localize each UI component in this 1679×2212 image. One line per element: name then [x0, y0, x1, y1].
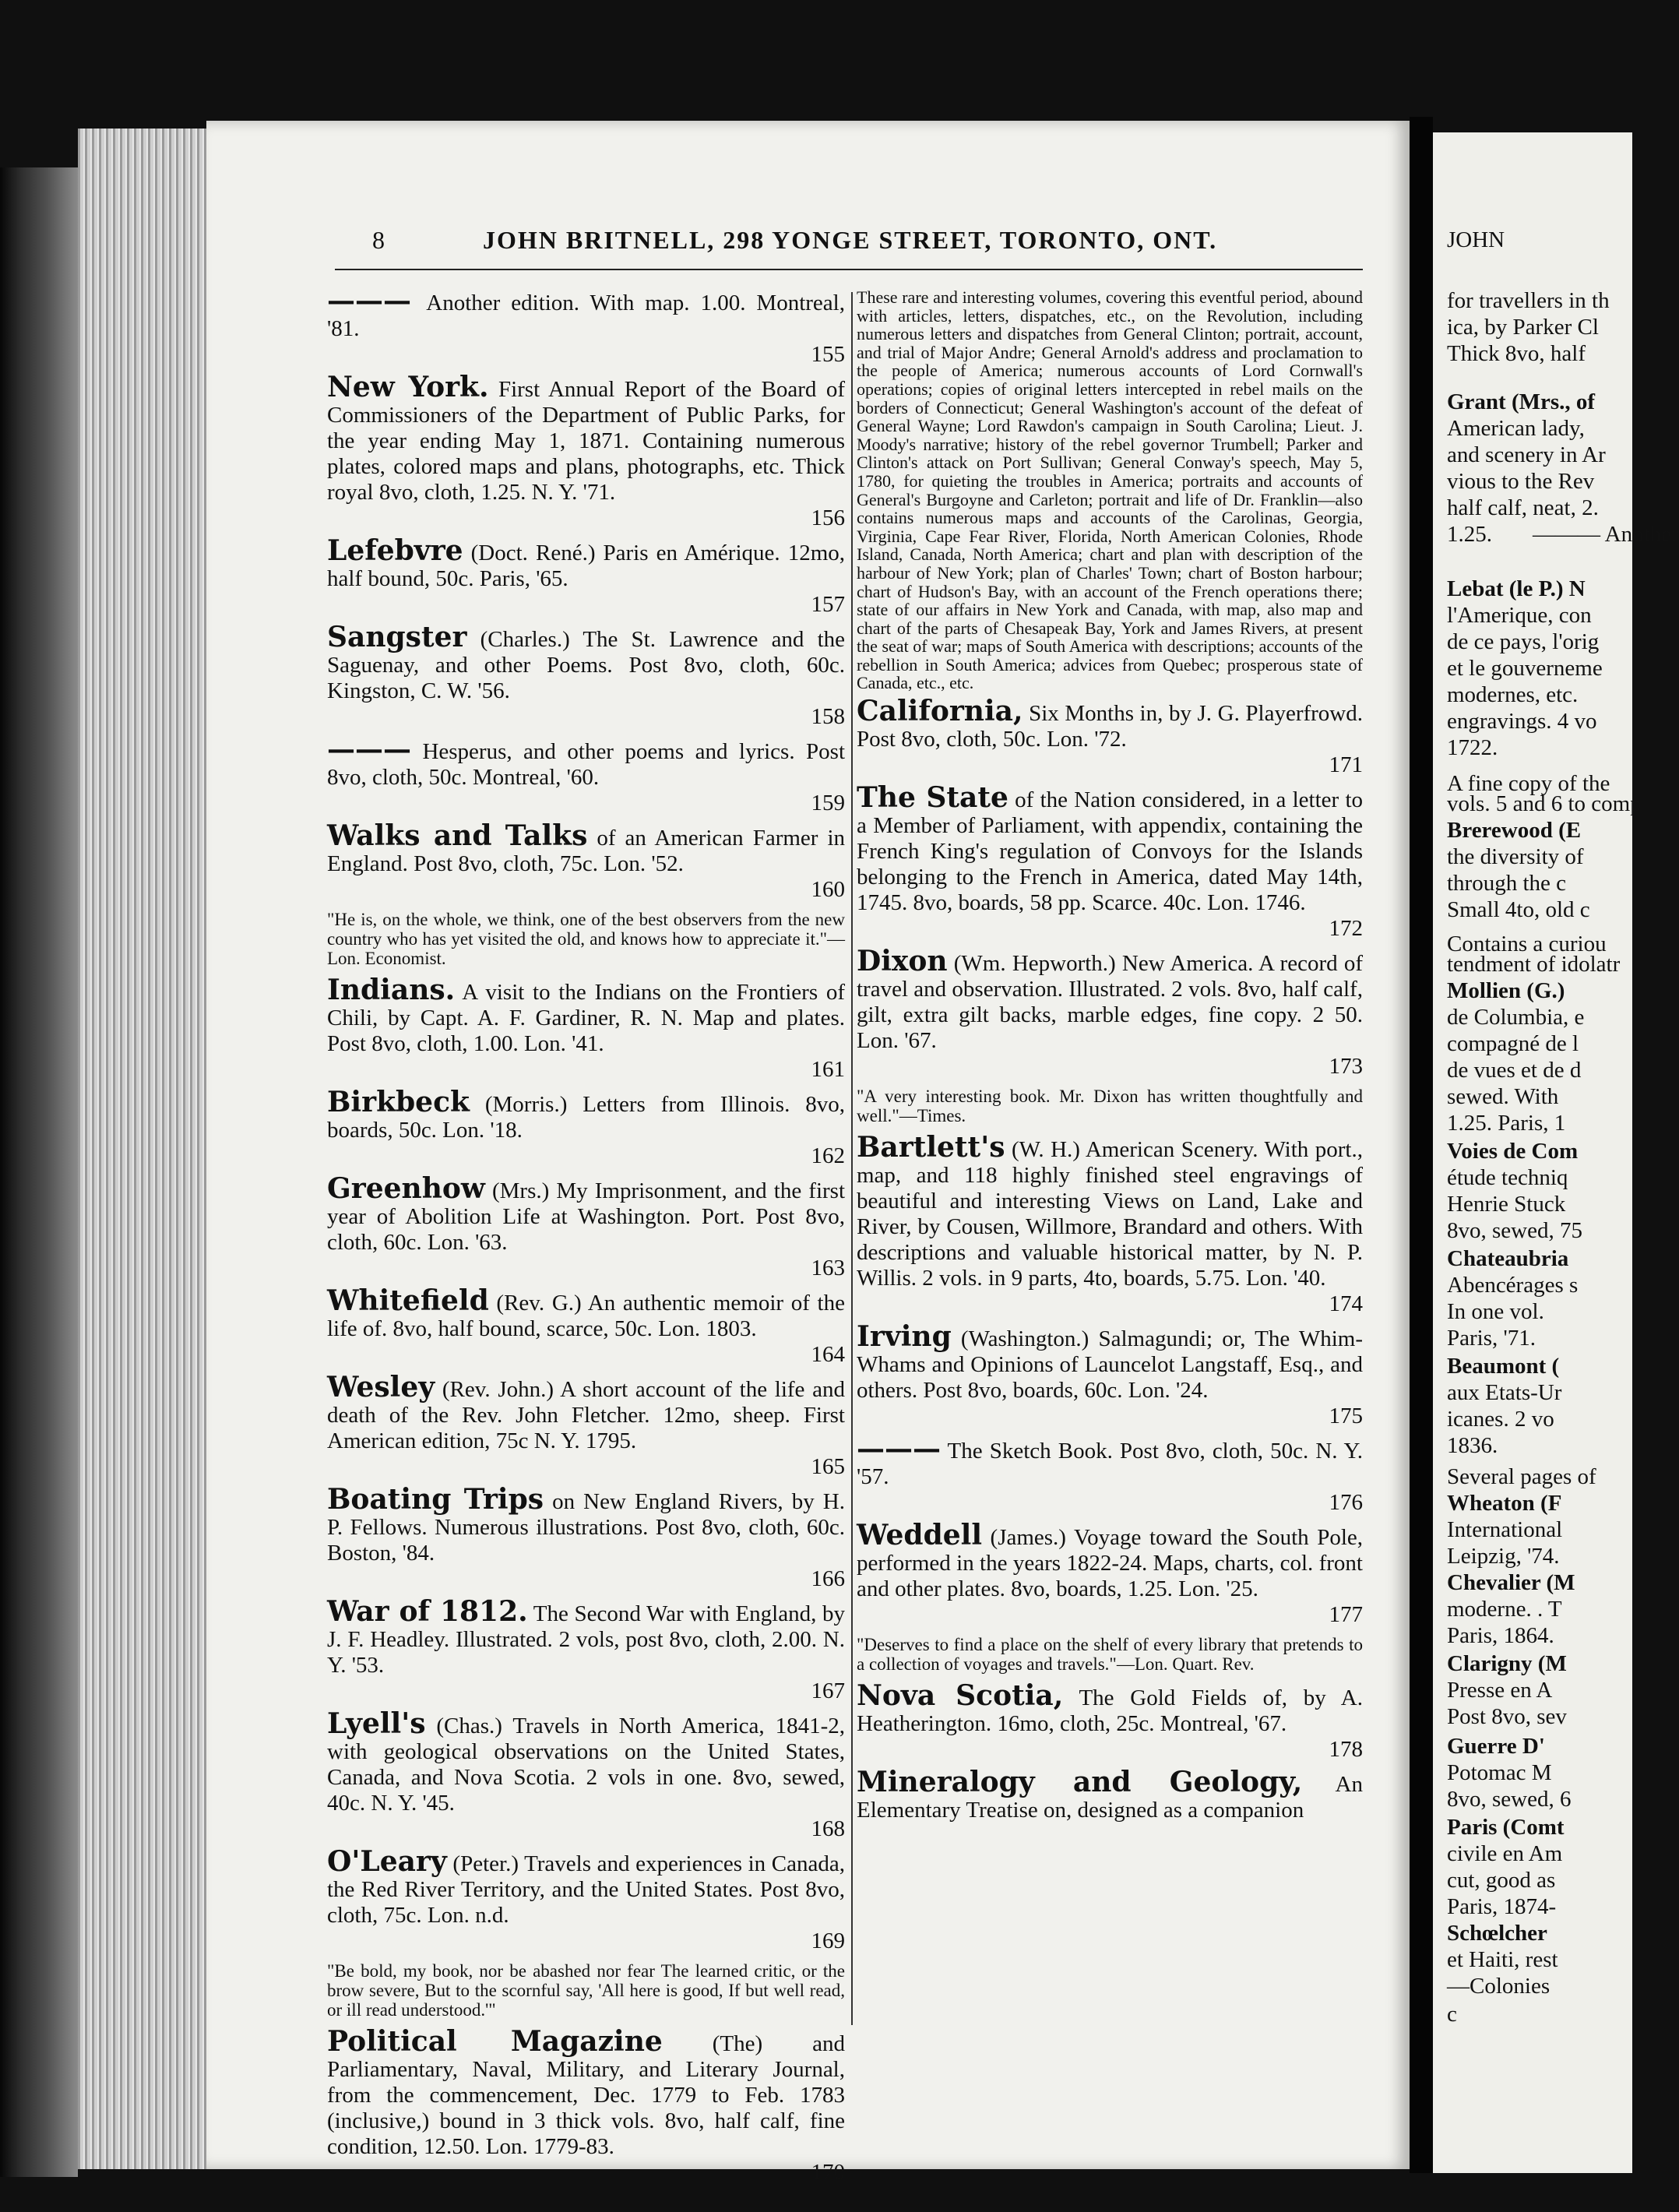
catalog-entry — [327, 974, 845, 1083]
entry-text: Six Months in, by J. G. Playerfrowd. Post 8vo, cloth, 50c. Lon. '72. — [857, 701, 1363, 752]
next-page-line: A fine copy of the — [1447, 771, 1610, 796]
next-page-line: Thick 8vo, half — [1447, 341, 1586, 366]
entry-text: (Doct. René.) Paris en Amérique. 12mo, half bound, 50c. Paris, '65. — [327, 541, 845, 591]
catalog-entry — [857, 1519, 1363, 1628]
next-page-line: de vues et de d — [1447, 1058, 1582, 1083]
next-page-line: American lady, — [1447, 416, 1585, 441]
entry-heading: California, — [857, 695, 1023, 728]
next-page-line: Paris, 1864. — [1447, 1623, 1554, 1648]
next-page-line: 8vo, sewed, 75 — [1447, 1218, 1582, 1243]
entry-text: A visit to the Indians on the Frontiers of Chili, by Capt. A. F. Gardiner, R. N. Map and plates. Post 8vo, cloth, 1.00. Lon. '41. — [327, 980, 845, 1056]
catalog-entry — [857, 781, 1363, 942]
next-page-line: Schœlcher — [1447, 1921, 1547, 1946]
review-quote: "Deserves to find a place on the shelf of every library that pretends to a collection of voyages and travels."—Lon. Quart. Rev. — [857, 1635, 1363, 1675]
catalog-entry — [857, 1679, 1363, 1763]
next-page-line: Henrie Stuck — [1447, 1192, 1566, 1217]
catalog-entry — [327, 1845, 845, 1954]
entry-heading: Irving — [857, 1320, 952, 1354]
entry-heading: The State — [857, 781, 1008, 815]
next-page-line: Chateaubria — [1447, 1246, 1569, 1271]
page-number: 8 — [372, 226, 385, 254]
catalog-entry — [857, 695, 1363, 778]
item-number: 163 — [811, 1256, 845, 1280]
review-quote: "Be bold, my book, nor be abashed nor fear The learned critic, or the brow severe, But to the scornful say, 'All here is good, If but well read, or ill read understood.'" — [327, 1961, 845, 2020]
catalog-entry — [327, 371, 845, 531]
next-page-line: et Haiti, rest — [1447, 1947, 1558, 1972]
next-page-line: 8vo, sewed, 6 — [1447, 1787, 1572, 1812]
entry-heading: New York. — [327, 371, 489, 403]
entry-text: The Gold Fields of, by A. Heatherington. 16mo, cloth, 25c. Montreal, '67. — [857, 1685, 1363, 1737]
next-page-line: Several pages of — [1447, 1464, 1596, 1489]
catalog-entry — [327, 534, 845, 618]
entry-text: (Charles.) The St. Lawrence and the Saguenay, and other Poems. Post 8vo, cloth, 60c. Kingston, C. W. '56. — [327, 627, 845, 703]
next-page-line: moderne. . T — [1447, 1597, 1562, 1622]
item-number: 162 — [811, 1143, 845, 1168]
next-page-line: civile en Am — [1447, 1841, 1563, 1866]
next-page-line: Paris (Comt — [1447, 1815, 1565, 1840]
next-page-line: and scenery in Ar — [1447, 442, 1606, 467]
next-page-line: tendment of idolatr — [1447, 952, 1621, 977]
next-page-line: JOHN — [1447, 227, 1505, 252]
item-number: 155 — [811, 342, 845, 367]
next-page-line: the diversity of — [1447, 844, 1584, 869]
next-page-line: c — [1447, 2002, 1457, 2027]
next-page-line: l'Amerique, con — [1447, 603, 1592, 628]
book-gutter — [1410, 117, 1433, 2173]
entry-note: These rare and interesting volumes, covering this eventful period, abound with articles, letters, dispatches, etc., on the Revolution, including numerous letters and dispatches from General Clinton; portrait, account, and trial of Major Andre; General Arnold's address and proclamation to the people of America; numerous accounts of Lord Cornwall's operations; copies of original letters intercepted in rebel mails on the borders of Connecticut; General Washington's account of the defeat of General Wayne; Lord Rawdon's campaign in South Carolina; Lieut. J. Moody's narrative; history of the rebel governor Trumbell; Parker and Clinton's attack on Port Sullivan; General Conway's speech, May 5, 1780, for quieting the troubles in America; portraits and accounts of General's Burgoyne and Carleton; portrait and life of Dr. Franklin—also contains numerous maps and accounts of the Carolinas, Georgia, Virginia, Cape Fear River, Florida, North American Colonies, Rhode Island, Canada, North America; chart and plan with description of the harbour of New York; plan of Charles' Town; chart of Boston harbour; chart of Hudson's Bay, with an account of the French operations there; state of our affairs in New York and Canada, with map, also map and chart of the parts of Chesapeak Bay, York and James Rivers, at present the seat of war; maps of South America with descriptions; accounts of the rebellion in South America; advices from Quebec; prosperous state of Canada, etc., etc. — [857, 287, 1363, 693]
review-quote: "A very interesting book. Mr. Dixon has written thoughtfully and well."—Times. — [857, 1087, 1363, 1126]
next-page-line: étude techniq — [1447, 1165, 1568, 1190]
item-number: 168 — [811, 1816, 845, 1841]
next-page-line: half calf, neat, 2. — [1447, 495, 1599, 520]
review-quote: "He is, on the whole, we think, one of the best observers from the new country who has yet visited the old, and knows how to appreciate it."—Lon. Economist. — [327, 910, 845, 968]
next-page-line: 1.25. — [1447, 522, 1492, 547]
entry-heading: ——— — [327, 733, 411, 766]
next-page-line: Wheaton (F — [1447, 1491, 1562, 1516]
entry-heading: O'Leary — [327, 1845, 447, 1878]
catalog-entry — [857, 1432, 1363, 1516]
entry-text: The Sketch Book. Post 8vo, cloth, 50c. N. Y. '57. — [857, 1439, 1363, 1490]
column-divider — [851, 292, 853, 2025]
entry-heading: Lyell's — [327, 1707, 426, 1740]
entry-heading: Boating Trips — [327, 1483, 544, 1516]
entry-heading: Lefebvre — [327, 534, 463, 567]
item-number: 175 — [1329, 1404, 1363, 1429]
entry-text: First Annual Report of the Board of Commissioners of the Department of Public Parks, for the year ending May 1, 1871. Containing numerous plates, colored maps and plans, photographs, etc. Thick royal 8vo, cloth, 1.25. N. Y. '71. — [327, 377, 845, 505]
catalog-entry — [327, 1086, 845, 1169]
entry-heading: Greenhow — [327, 1172, 485, 1205]
next-page-line: Grant (Mrs., of — [1447, 389, 1596, 414]
entry-text: (Mrs.) My Imprisonment, and the first year of Abolition Life at Washington. Port. Post 8vo, cloth, 60c. Lon. '63. — [327, 1178, 845, 1255]
catalog-entry — [327, 1172, 845, 1281]
next-page-line: 1722. — [1447, 735, 1498, 760]
next-page-line: compagné de l — [1447, 1031, 1579, 1056]
entry-text: (Washington.) Salmagundi; or, The Whim-Whams and Opinions of Launcelot Langstaff, Esq., and others. Post 8vo, boards, 60c. Lon. '24. — [857, 1326, 1363, 1404]
catalog-entry — [327, 1707, 845, 1842]
entry-text: (Rev. G.) An authentic memoir of the life of. 8vo, half bound, scarce, 50c. Lon. 1803. — [327, 1291, 845, 1341]
next-page-line: ica, by Parker Cl — [1447, 315, 1599, 340]
item-number: 166 — [811, 1566, 845, 1591]
left-column — [327, 284, 846, 2193]
next-page-line: de Columbia, e — [1447, 1005, 1585, 1030]
next-page-line: Potomac M — [1447, 1760, 1552, 1785]
item-number: 178 — [1329, 1737, 1363, 1763]
entry-heading: ——— — [857, 1432, 941, 1466]
entry-heading: Mineralogy and Geology, — [857, 1766, 1303, 1799]
next-page-line: de ce pays, l'orig — [1447, 629, 1600, 654]
catalog-entry — [327, 2025, 845, 2186]
entry-text: Hesperus, and other poems and lyrics. Post 8vo, cloth, 50c. Montreal, '60. — [327, 739, 845, 790]
catalog-entry — [327, 621, 845, 730]
item-number: 167 — [811, 1678, 845, 1703]
catalog-entry — [857, 1766, 1363, 1823]
next-page-line: Contains a curiou — [1447, 932, 1607, 956]
entry-text: (Peter.) Travels and experiences in Canada, the Red River Territory, and the United States. Post 8vo, cloth, 75c. Lon. n.d. — [327, 1851, 845, 1928]
item-number: 170 — [811, 2160, 845, 2185]
entry-text: The Second War with England, by J. F. Headley. Illustrated. 2 vols, post 8vo, cloth, 2.00. N. Y. '53. — [327, 1601, 845, 1678]
next-page-line: for travellers in th — [1447, 288, 1610, 313]
item-number: 169 — [811, 1928, 845, 1953]
item-number: 157 — [811, 592, 845, 617]
page-stack — [78, 129, 206, 2169]
next-page-line: Paris, '71. — [1447, 1326, 1536, 1351]
catalog-entry — [327, 1371, 845, 1480]
catalog-entry — [327, 284, 845, 368]
item-number: 156 — [811, 505, 845, 530]
catalog-entry — [327, 1483, 846, 1592]
next-page-line: —Colonies — [1447, 1974, 1551, 1999]
next-page-line: Mollien (G.) — [1447, 978, 1565, 1003]
next-page-line: Small 4to, old c — [1447, 897, 1590, 922]
next-page-line: In one vol. — [1447, 1299, 1544, 1324]
next-page-line: Clarigny (M — [1447, 1651, 1567, 1676]
item-number: 171 — [1329, 752, 1363, 778]
next-page-line: Paris, 1874- — [1447, 1894, 1557, 1919]
entry-text: (Chas.) Travels in North America, 1841-2, with geological observations on the United States, Canada, and Nova Scotia. 2 vols in one. 8vo, sewed, 40c. N. Y. '45. — [327, 1714, 845, 1816]
next-page-line: vious to the Rev — [1447, 469, 1595, 494]
item-number: 172 — [1329, 916, 1363, 942]
entry-text: (James.) Voyage toward the South Pole, performed in the years 1822-24. Maps, charts, col. front and other plates. 8vo, boards, 1.25. Lon. '25. — [857, 1525, 1363, 1602]
catalog-entry — [327, 1595, 845, 1704]
entry-heading: ——— — [327, 284, 427, 317]
page-header: JOHN BRITNELL, 298 YONGE STREET, TORONTO, ONT. — [483, 226, 1218, 254]
next-page-line: 1836. — [1447, 1433, 1498, 1458]
item-number: 173 — [1329, 1054, 1363, 1080]
next-page-line: ——— Another — [1533, 522, 1679, 547]
item-number: 159 — [811, 791, 845, 815]
item-number: 161 — [811, 1057, 845, 1082]
entry-text: (Wm. Hepworth.) New America. A record of travel and observation. Illustrated. 2 vols. 8vo, half calf, gilt, extra gilt backs, marble edges, fine copy. 2 50. Lon. '67. — [857, 951, 1363, 1054]
next-page-line: Presse en A — [1447, 1678, 1553, 1703]
catalog-entry — [327, 1284, 845, 1368]
next-page-line: cut, good as — [1447, 1868, 1556, 1893]
next-page-line: Guerre D' — [1447, 1734, 1545, 1759]
entry-heading: Nova Scotia, — [857, 1679, 1064, 1713]
next-page-line: Brerewood (E — [1447, 818, 1582, 843]
entry-text: (Rev. John.) A short account of the life and death of the Rev. John Fletcher. 12mo, sheep. First American edition, 75c N. Y. 1795. — [327, 1377, 845, 1453]
entry-heading: Bartlett's — [857, 1131, 1005, 1164]
entry-text: of the Nation considered, in a letter to a Member of Parliament, with appendix, containing the French King's regulation of Convoys for the Islands belonging to the French in America, dated May 14th, 1745. 8vo, boards, 58 pp. Scarce. 40c. Lon. 1746. — [857, 787, 1363, 916]
next-page-line: through the c — [1447, 871, 1567, 896]
entry-text: on New England Rivers, by H. P. Fellows. Numerous illustrations. Post 8vo, cloth, 60c. Boston, '84. — [327, 1489, 846, 1566]
next-page-line: modernes, etc. — [1447, 682, 1579, 707]
next-page-line: 1.25. Paris, 1 — [1447, 1111, 1566, 1136]
next-page-line: aux Etats-Ur — [1447, 1380, 1562, 1405]
next-page-line: International — [1447, 1517, 1563, 1542]
entry-text: (Morris.) Letters from Illinois. 8vo, boards, 50c. Lon. '18. — [327, 1092, 845, 1143]
catalog-entry — [327, 819, 846, 903]
item-number: 164 — [811, 1342, 845, 1367]
entry-heading: Dixon — [857, 945, 948, 978]
next-page-line: Chevalier (M — [1447, 1570, 1575, 1595]
entry-heading: Sangster — [327, 621, 467, 653]
header-rule — [335, 269, 1363, 270]
entry-heading: Weddell — [857, 1519, 982, 1552]
entry-text: (The) and Parliamentary, Naval, Military, and Literary Journal, from the commencement, Dec. 1779 to Feb. 1783 (inclusive,) bound in 3 thick vols. 8vo, half calf, fine condition, 12.50. Lon. 1779-83. — [327, 2031, 845, 2159]
entry-heading: Indians. — [327, 974, 456, 1006]
catalog-entry — [857, 945, 1363, 1080]
entry-heading: Political Magazine — [327, 2025, 663, 2058]
entry-text: Another edition. With map. 1.00. Montreal, '81. — [327, 291, 845, 341]
item-number: 158 — [811, 704, 845, 729]
next-page-line: icanes. 2 vo — [1447, 1407, 1554, 1432]
next-page-line: Abencérages s — [1447, 1273, 1579, 1298]
next-page-line: sewed. With — [1447, 1084, 1559, 1109]
next-page-line: vols. 5 and 6 to comp — [1447, 791, 1642, 816]
catalog-entry — [857, 1320, 1363, 1429]
item-number: 177 — [1329, 1602, 1363, 1628]
next-page-line: engravings. 4 vo — [1447, 709, 1597, 734]
catalog-entry — [327, 733, 845, 816]
right-column — [857, 288, 1363, 1830]
item-number: 160 — [811, 877, 845, 902]
next-page-line: Lebat (le P.) N — [1447, 576, 1586, 601]
item-number: 165 — [811, 1454, 845, 1479]
next-page-line: Voies de Com — [1447, 1139, 1579, 1164]
next-page-line: et le gouverneme — [1447, 656, 1603, 681]
book-spine-edge — [0, 167, 78, 2177]
entry-text: An Elementary Treatise on, designed as a companion — [857, 1772, 1363, 1823]
entry-text: (W. H.) American Scenery. With port., map, and 118 highly finished steel engravings of beautiful and interesting Views on Land, Lake and River, by Cousen, Willmore, Brandard and others. With descriptions and valuable historical matter, by N. P. Willis. 2 vols. in 9 parts, 4to, boards, 5.75. Lon. '40. — [857, 1137, 1363, 1291]
next-page-line: Post 8vo, sev — [1447, 1704, 1567, 1729]
entry-heading: Walks and Talks — [327, 819, 588, 852]
entry-heading: War of 1812. — [327, 1595, 528, 1628]
catalog-entry — [857, 1131, 1363, 1317]
next-page-line: Beaumont ( — [1447, 1354, 1560, 1379]
item-number: 174 — [1329, 1291, 1363, 1317]
entry-text: of an American Farmer in England. Post 8vo, cloth, 75c. Lon. '52. — [327, 826, 846, 876]
entry-heading: Birkbeck — [327, 1086, 470, 1118]
item-number: 176 — [1329, 1490, 1363, 1516]
entry-heading: Wesley — [327, 1371, 435, 1404]
entry-heading: Whitefield — [327, 1284, 489, 1317]
next-page-line: Leipzig, '74. — [1447, 1544, 1560, 1569]
